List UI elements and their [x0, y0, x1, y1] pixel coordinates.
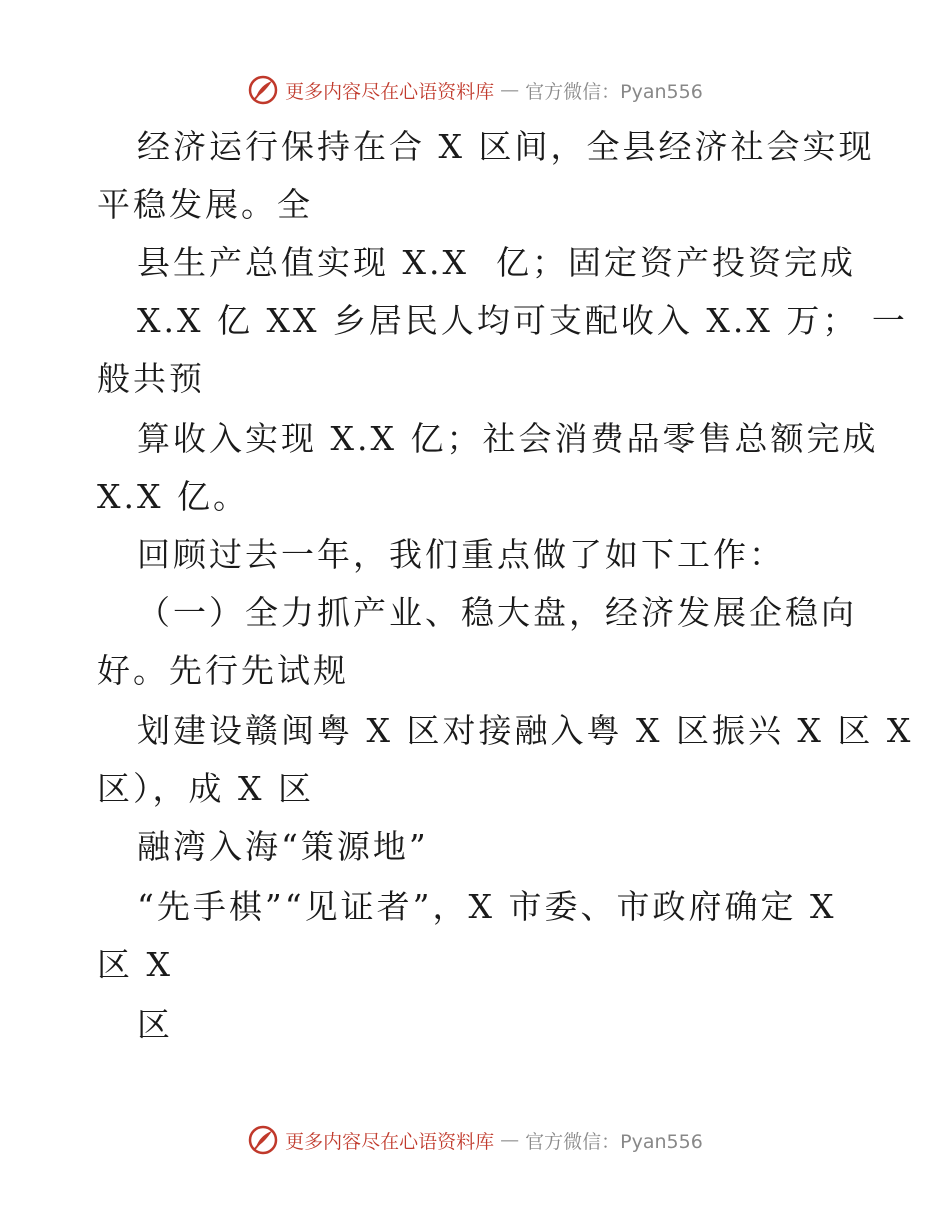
body-line: 平稳发展。全	[97, 185, 313, 224]
body-line: 划建设赣闽粤 X 区对接融入粤 X 区振兴 X 区 X	[137, 711, 914, 750]
header-banner	[0, 70, 950, 110]
footer-banner	[0, 1120, 950, 1160]
body-line: 经济运行保持在合 X 区间，全县经济社会实现	[137, 127, 875, 166]
body-line: （一）全力抓产业、稳大盘，经济发展企稳向	[137, 593, 857, 632]
body-line: 好。先行先试规	[97, 651, 349, 690]
body-line: 算收入实现 X.X 亿；社会消费品零售总额完成	[137, 419, 879, 458]
banner-account: 官方微信：Pyan556	[525, 1130, 703, 1153]
feather-pen-logo-icon	[247, 1124, 279, 1156]
body-line: 融湾入海“策源地”	[137, 827, 429, 866]
body-line: 区），成 X 区	[97, 769, 314, 808]
body-line: 回顾过去一年，我们重点做了如下工作：	[137, 535, 785, 574]
banner-slogan: 更多内容尽在心语资料库	[285, 80, 495, 103]
banner-slogan: 更多内容尽在心语资料库	[285, 1130, 495, 1153]
body-line: 县生产总值实现 X.X 亿；固定资产投资完成	[137, 243, 856, 282]
body-line: X.X 亿 XX 乡居民人均可支配收入 X.X 万； 一	[137, 301, 908, 340]
banner-separator: —	[500, 1129, 520, 1151]
body-line: 区 X	[97, 945, 173, 984]
body-line: “先手棋”“见证者”，X 市委、市政府确定 X	[137, 887, 837, 926]
banner-separator: —	[500, 79, 520, 101]
feather-pen-logo-icon	[247, 74, 279, 106]
banner-account: 官方微信：Pyan556	[525, 80, 703, 103]
body-line: X.X 亿。	[97, 477, 249, 516]
body-line: 般共预	[97, 359, 205, 398]
body-line: 区	[137, 1005, 173, 1044]
